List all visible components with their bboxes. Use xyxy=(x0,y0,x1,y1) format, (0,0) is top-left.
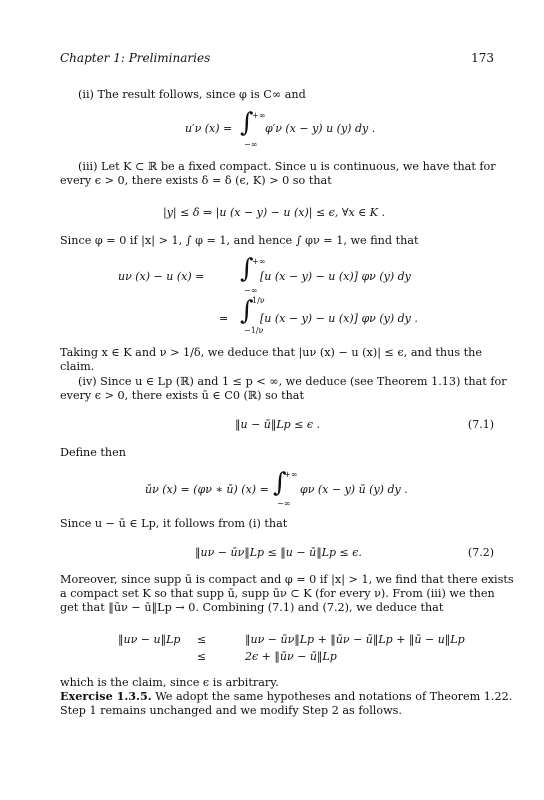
text-line: claim. xyxy=(60,360,95,373)
running-header xyxy=(60,51,494,67)
integral-upper: +∞ xyxy=(284,470,298,479)
equation-lhs: ‖uν − u‖Lp xyxy=(118,633,181,646)
integral-sign: ∫ xyxy=(240,108,254,138)
le-sign: ≤ xyxy=(197,633,207,646)
integral-lower: −∞ xyxy=(277,499,291,508)
le-sign: ≤ xyxy=(197,650,207,663)
text-line: which is the claim, since ϵ is arbitrary. xyxy=(60,676,279,689)
integral-upper: +∞ xyxy=(252,111,266,120)
equation-rhs: [u (x − y) − u (x)] φν (y) dy xyxy=(260,270,411,283)
equation-rhs: ‖uν − ūν‖Lp + ‖ūν − ū‖Lp + ‖ū − u‖Lp xyxy=(245,633,465,646)
exercise-label: Exercise 1.3.5. xyxy=(60,689,152,703)
equation-eq: = xyxy=(219,312,229,325)
equation-lhs: uν (x) − u (x) = xyxy=(118,270,205,283)
text-line: (iv) Since u ∈ Lp (ℝ) and 1 ≤ p < ∞, we deduce (see Theorem 1.13) that for xyxy=(78,375,507,388)
text-line: (iii) Let K ⊂ ℝ be a fixed compact. Since u is continuous, we have that for xyxy=(78,160,496,173)
text-line: every ϵ > 0, there exists δ = δ (ϵ, K) > 0 so that xyxy=(60,174,332,187)
equation-continuity: |y| ≤ δ ⇒ |u (x − y) − u (x)| ≤ ϵ, ∀x ∈ K . xyxy=(163,206,386,219)
integral-upper: +∞ xyxy=(252,257,266,266)
page-number: 173 xyxy=(471,51,494,65)
equation-lhs: ūν (x) = (φν ∗ ū) (x) = xyxy=(145,483,269,496)
equation-rhs: φ′ν (x − y) u (y) dy . xyxy=(265,122,376,135)
equation-number: (7.1) xyxy=(467,418,494,431)
integral-lower: −∞ xyxy=(244,140,258,149)
text-line: a compact set K so that supp ū, supp ūν ⊂ K (for every ν). From (iii) we then xyxy=(60,587,495,600)
integral-sign: ∫ xyxy=(240,254,254,284)
text-line: get that ‖ūν − ū‖Lp → 0. Combining (7.1) and (7.2), we deduce that xyxy=(60,601,444,614)
text-line: Taking x ∈ K and ν > 1/δ, we deduce that |uν (x) − u (x)| ≤ ϵ, and thus the xyxy=(60,346,482,359)
text-line: Since u − ū ∈ Lp, it follows from (i) that xyxy=(60,517,288,530)
integral-lower: −1/ν xyxy=(244,326,264,335)
text-line: every ϵ > 0, there exists ū ∈ C0 (ℝ) so that xyxy=(60,389,304,402)
integral-sign: ∫ xyxy=(240,296,254,326)
equation-7-1: ‖u − ū‖Lp ≤ ϵ . xyxy=(235,418,321,431)
equation-rhs: φν (x − y) ū (y) dy . xyxy=(300,483,408,496)
integral-lower: −∞ xyxy=(244,286,258,295)
text-line: (ii) The result follows, since φ is C∞ and xyxy=(78,88,306,101)
exercise-text: We adopt the same hypotheses and notations of Theorem 1.22. xyxy=(155,690,513,703)
equation-number: (7.2) xyxy=(467,546,494,559)
exercise-line xyxy=(60,689,512,704)
text-line: Define then xyxy=(60,446,126,459)
equation-rhs: 2ϵ + ‖ūν − ū‖Lp xyxy=(245,650,337,663)
integral-upper: 1/ν xyxy=(252,296,265,305)
integral-sign: ∫ xyxy=(273,468,287,498)
equation-rhs: [u (x − y) − u (x)] φν (y) dy . xyxy=(260,312,418,325)
text-line: Since φ = 0 if |x| > 1, ∫ φ = 1, and hence ∫ φν = 1, we find that xyxy=(60,234,419,247)
equation-lhs: u′ν (x) = xyxy=(185,122,233,135)
equation-7-2: ‖uν − ūν‖Lp ≤ ‖u − ū‖Lp ≤ ϵ. xyxy=(195,546,362,559)
text-line: Moreover, since supp ū is compact and φ = 0 if |x| > 1, we find that there exists xyxy=(60,573,514,586)
text-line: Step 1 remains unchanged and we modify Step 2 as follows. xyxy=(60,704,402,717)
chapter-title: Chapter 1: Preliminaries xyxy=(60,51,211,65)
